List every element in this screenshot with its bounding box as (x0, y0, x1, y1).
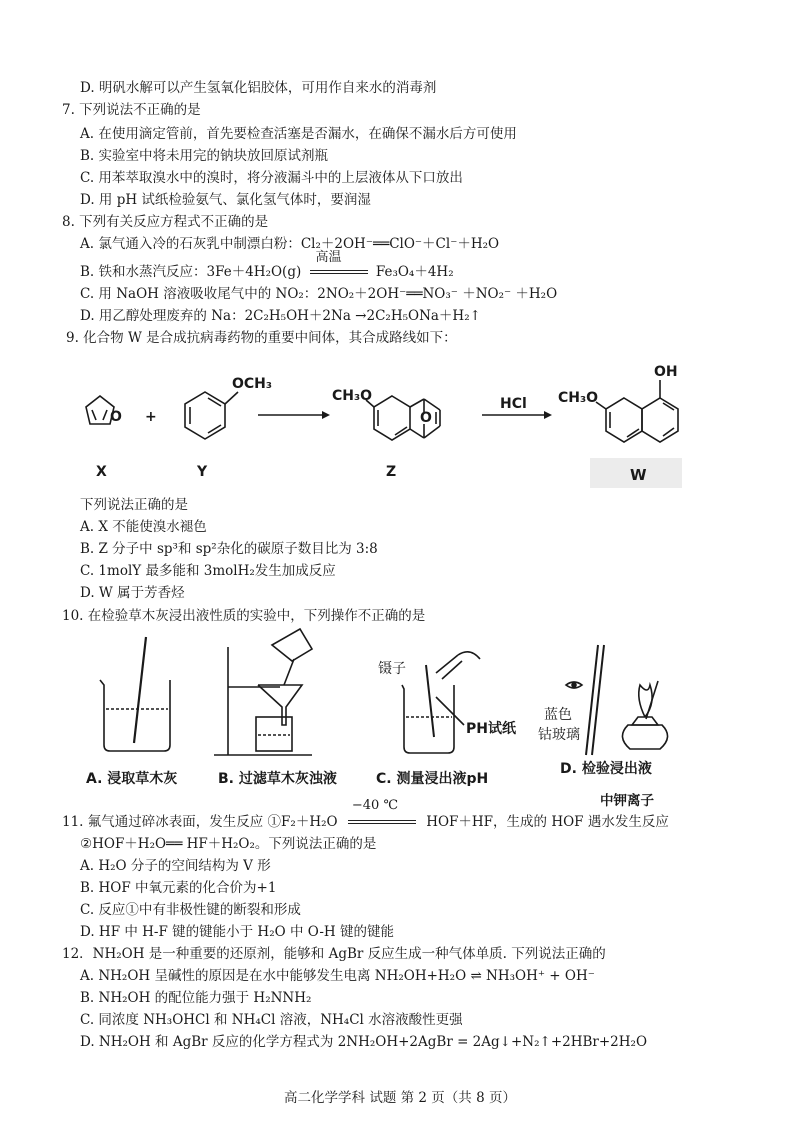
q7-stem: 7. 下列说法不正确的是 (62, 102, 201, 118)
q8-option-b-products: Fe₃O₄＋4H₂ (375, 264, 454, 280)
q8-option-b-arrow (310, 250, 368, 282)
q8-option-c: C. 用 NaOH 溶液吸收尾气中的 NO₂：2NO₂＋2OH⁻══NO₃⁻ ＋NO₂⁻ ＋H₂O (80, 286, 558, 302)
q9-synthesis-route (0, 350, 800, 500)
caption-d-line2: 中钾离子 (600, 793, 654, 809)
caption-a: A. 浸取草木灰 (86, 771, 178, 787)
q8-option-b-condition: 高温 (315, 250, 342, 265)
q11-line2: ②HOF＋H₂O══ HF＋H₂O₂。下列说法正确的是 (80, 836, 377, 852)
tweezers-callout: 镊子 (378, 661, 406, 677)
q7-option-d: D. 用 pH 试纸检验氨气、氯化氢气体时，要润湿 (80, 192, 371, 208)
q7-option-c: C. 用苯萃取溴水中的溴时，将分液漏斗中的上层液体从下口放出 (80, 170, 463, 186)
label-y: Y (197, 464, 208, 480)
q12-option-c: C. 同浓度 NH₃OHCl 和 NH₄Cl 溶液，NH₄Cl 水溶液酸性更强 (80, 1012, 463, 1028)
naphthol-w-structure (596, 380, 678, 442)
q11-option-a: A. H₂O 分子的空间结构为 V 形 (80, 858, 271, 874)
hydroxy-w-label: OH (654, 364, 678, 380)
furan-oxygen-label: O (110, 409, 122, 425)
q9-option-d: D. W 属于芳香烃 (80, 585, 185, 601)
cobalt-glass-callout-line2: 钴玻璃 (538, 727, 580, 743)
q11-reaction-arrow (348, 798, 416, 832)
methoxy-y-label: OCH₃ (232, 376, 273, 392)
q8-option-b-reactants: B. 铁和水蒸汽反应：3Fe＋4H₂O(g) (80, 264, 302, 280)
label-x: X (96, 464, 107, 480)
cobalt-glass-callout-line1: 蓝色 (544, 707, 572, 723)
q7-option-a: A. 在使用滴定管前，首先要检查活塞是否漏水，在确保不漏水后方可使用 (80, 126, 517, 142)
methoxy-z-label: CH₃O (332, 388, 373, 404)
methoxy-w-label: CH₃O (558, 390, 599, 406)
q12-option-a: A. NH₂OH 呈碱性的原因是在水中能够发生电离 NH₂OH+H₂O ⇌ NH₃OH⁺ + OH⁻ (80, 968, 595, 984)
label-z: Z (386, 464, 397, 480)
q12-stem: 12．NH₂OH 是一种重要的还原剂，能够和 AgBr 反应生成一种气体单质. 下列说法正确的 (62, 946, 606, 962)
caption-b: B. 过滤草木灰浊液 (218, 771, 337, 787)
q12-option-b: B. NH₂OH 的配位能力强于 H₂NNH₂ (80, 990, 312, 1006)
beaker-stirring-apparatus (100, 637, 170, 751)
q8-stem: 8. 下列有关反应方程式不正确的是 (62, 214, 269, 230)
anisole-y-structure (185, 392, 238, 439)
caption-d-line1: D. 检验浸出液 (560, 761, 652, 777)
q9-stem: 9. 化合物 W 是合成抗病毒药物的重要中间体，其合成路线如下： (66, 330, 457, 346)
q11-line1-part-b: HOF＋HF，生成的 HOF 遇水发生反应 (426, 814, 669, 830)
page-footer: 高二化学学科 试题 第 2 页（共 8 页） (284, 1090, 516, 1106)
filtration-stand-apparatus (214, 629, 312, 755)
q11-option-b: B. HOF 中氧元素的化合价为+1 (80, 880, 277, 896)
q11-reaction-condition: −40 ℃ (351, 798, 398, 813)
ph-paper-callout: PH试纸 (466, 721, 516, 737)
q9-sub-stem: 下列说法正确的是 (80, 497, 188, 513)
ph-test-apparatus (402, 652, 480, 753)
q8-option-a: A. 氯气通入冷的石灰乳中制漂白粉：Cl₂＋2OH⁻══ClO⁻＋Cl⁻＋H₂O (80, 236, 500, 252)
q10-apparatus-figure (0, 625, 800, 790)
q11-option-d: D. HF 中 H-F 键的键能小于 H₂O 中 O-H 键的键能 (80, 924, 394, 940)
flame-test-apparatus (566, 645, 668, 755)
label-w: W (630, 466, 647, 484)
q11-line1-part-a: 11. 氟气通过碎冰表面，发生反应 ①F₂＋H₂O (62, 814, 338, 830)
q11-option-c: C. 反应①中有非极性键的断裂和形成 (80, 902, 301, 918)
q9-option-b: B. Z 分子中 sp³和 sp²杂化的碳原子数目比为 3:8 (80, 541, 378, 557)
q12-option-d: D. NH₂OH 和 AgBr 反应的化学方程式为 2NH₂OH+2AgBr = 2Ag↓+N₂↑+2HBr+2H₂O (80, 1034, 648, 1050)
q8-option-d: D. 用乙醇处理废弃的 Na：2C₂H₅OH＋2Na →2C₂H₅ONa＋H₂↑ (80, 308, 481, 324)
q8-option-b (80, 250, 454, 282)
q6-option-d: D. 明矾水解可以产生氢氧化铝胶体，可用作自来水的消毒剂 (80, 80, 437, 96)
caption-c: C. 测量浸出液pH (376, 771, 489, 787)
q9-option-c: C. 1molY 最多能和 3molH₂发生加成反应 (80, 563, 336, 579)
bridge-oxygen-label: O (420, 410, 432, 426)
q9-option-a: A. X 不能使溴水褪色 (80, 519, 207, 535)
q7-option-b: B. 实验室中将未用完的钠块放回原试剂瓶 (80, 148, 329, 164)
plus-sign: + (145, 409, 157, 425)
q10-stem: 10. 在检验草木灰浸出液性质的实验中，下列操作不正确的是 (62, 608, 426, 624)
hcl-reagent-label: HCl (500, 396, 527, 412)
